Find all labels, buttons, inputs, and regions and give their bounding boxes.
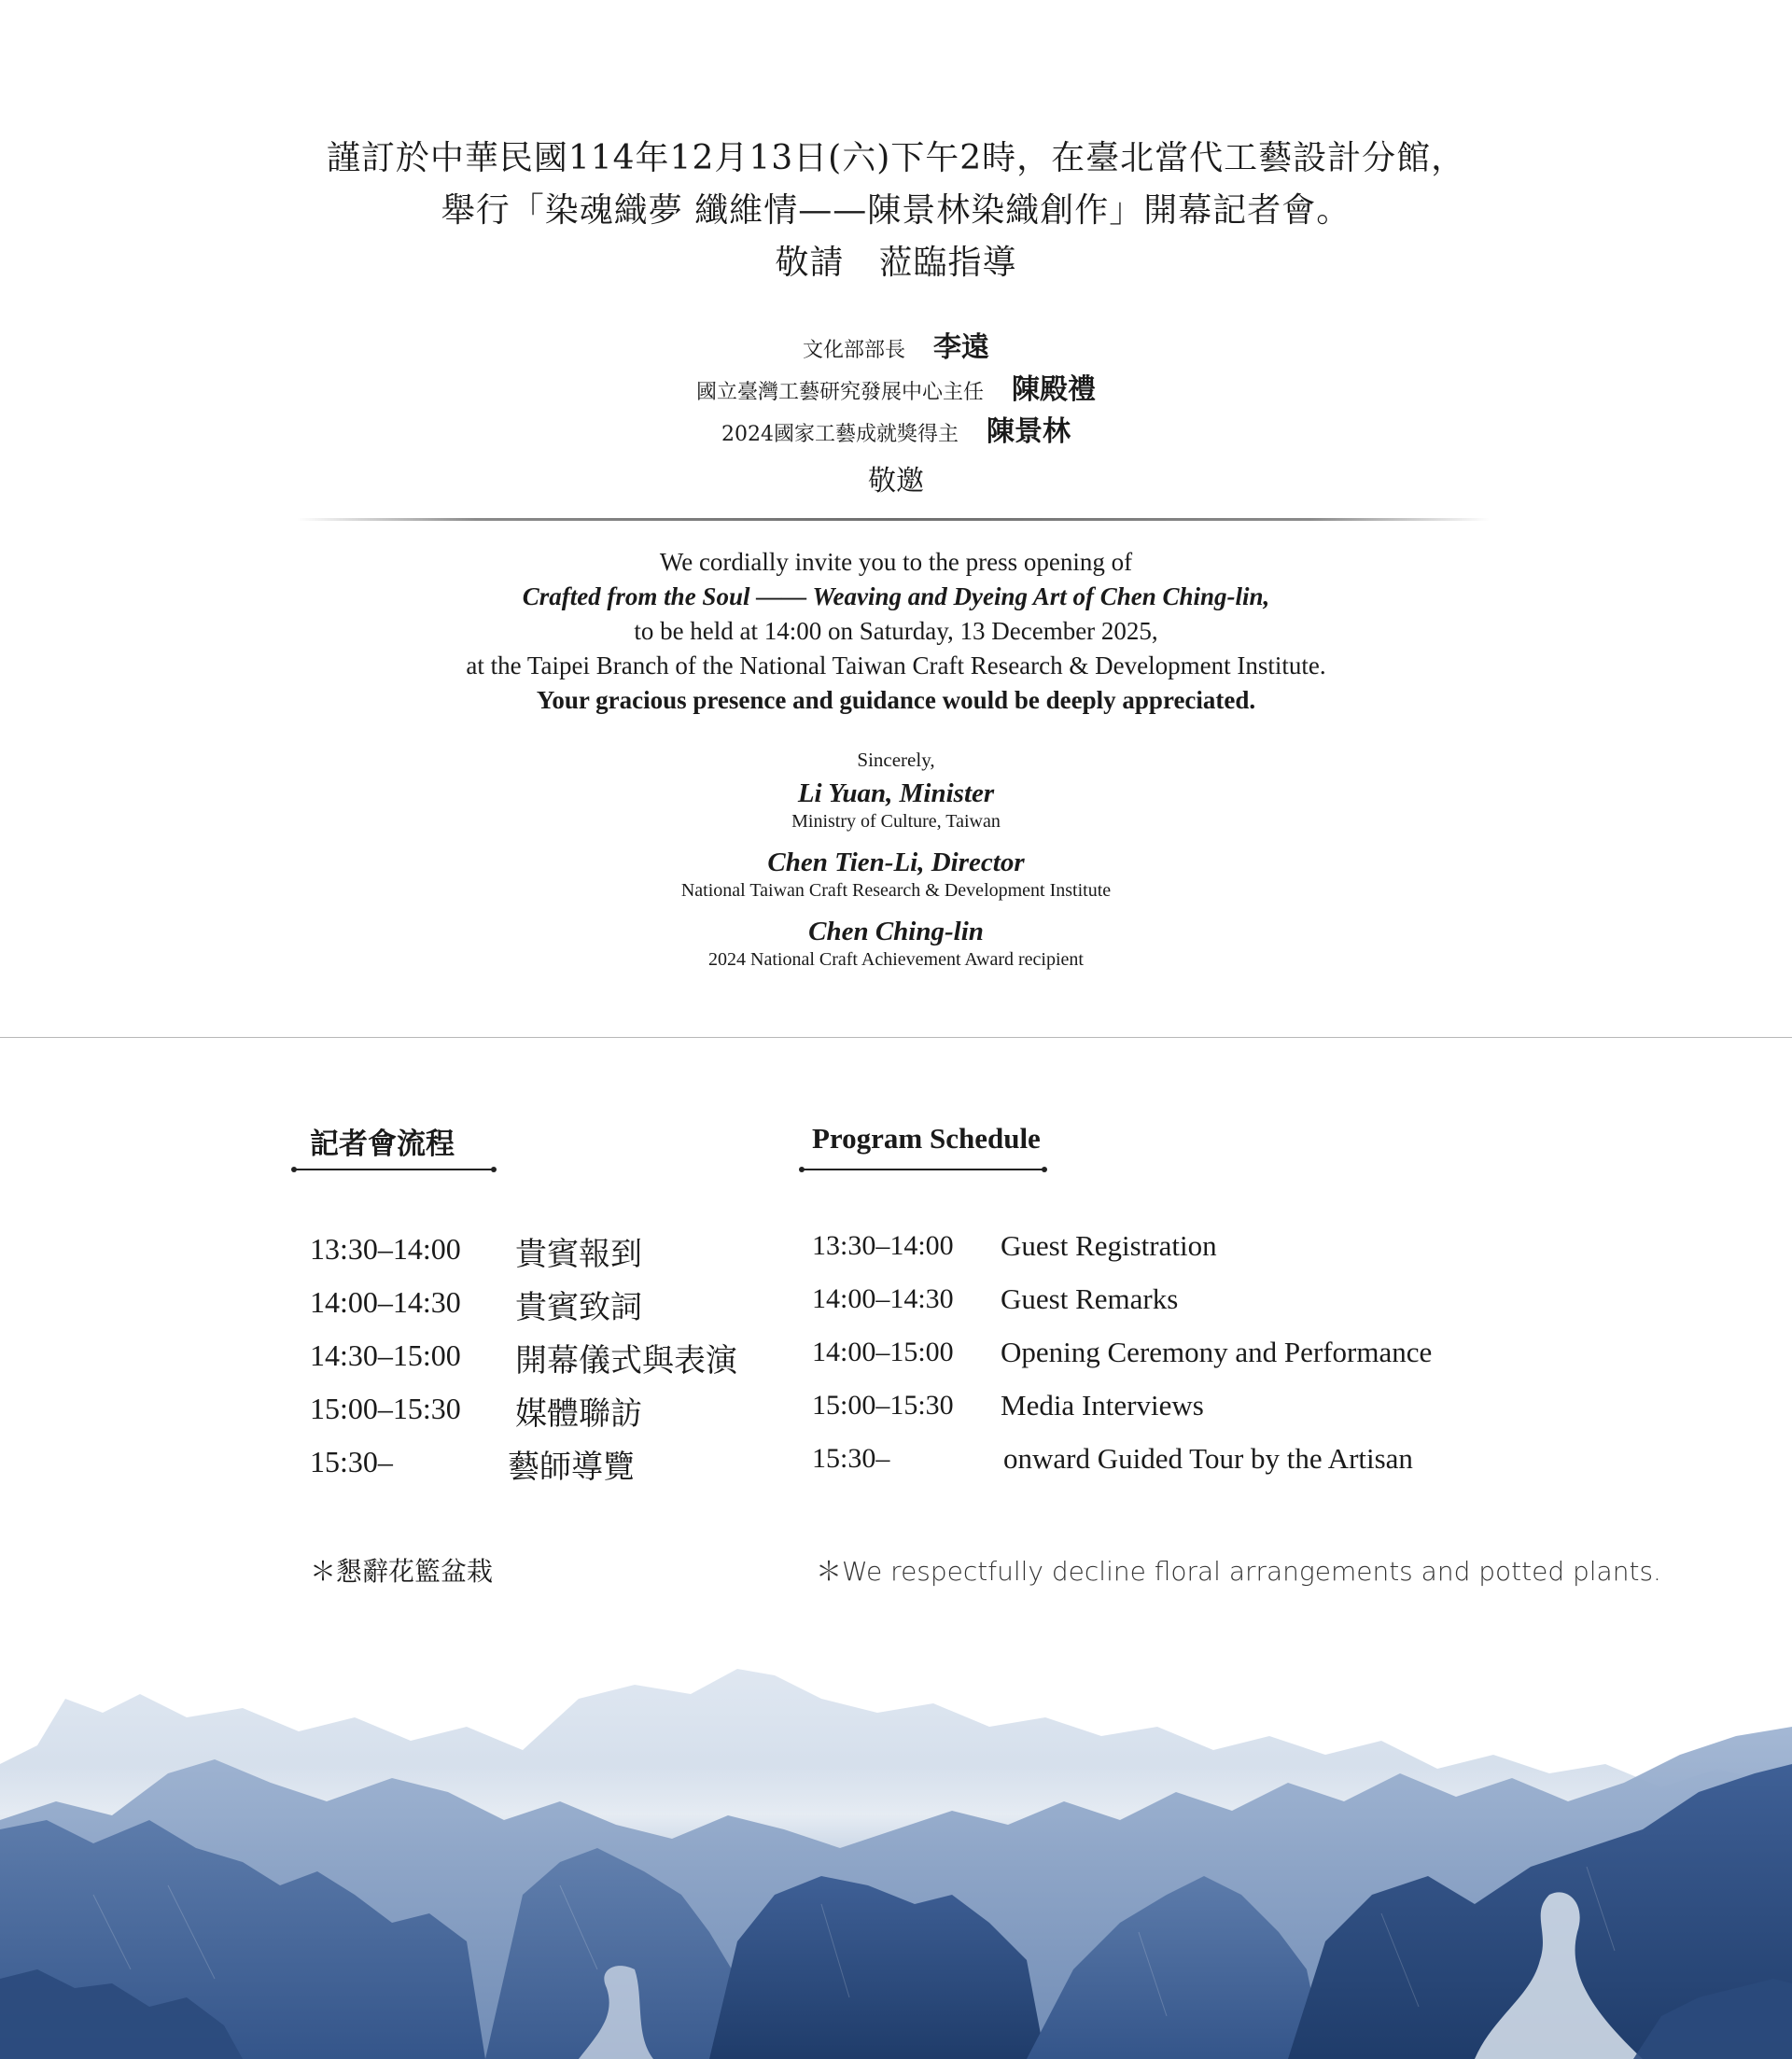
en-signer-name: Li Yuan, Minister	[797, 778, 995, 808]
zh-invitation	[0, 133, 1792, 289]
en-signer-org: National Taiwan Craft Research & Development Institute	[680, 880, 1112, 901]
zh-invitation-line-3: 敬請 蒞臨指導	[775, 244, 1017, 282]
en-item: Guest Remarks	[1001, 1282, 1179, 1315]
en-item: Guest Registration	[1001, 1229, 1217, 1262]
zh-item: 藝師導覽	[508, 1449, 635, 1486]
en-item: onward Guided Tour by the Artisan	[1003, 1442, 1413, 1475]
en-signer-name: Chen Tien-Li, Director	[767, 847, 1025, 877]
en-signatures	[0, 744, 1792, 972]
mountain-landscape-image	[0, 1661, 1792, 2059]
zh-item: 開幕儀式與表演	[515, 1342, 737, 1380]
en-signer-name: Chen Ching-lin	[808, 917, 984, 946]
en-time: 13:30–14:00	[812, 1230, 954, 1261]
en-time: 14:00–15:00	[812, 1337, 954, 1367]
en-invitation-line-5: Your gracious presence and guidance would be deeply appreciated.	[536, 686, 1256, 714]
zh-host-title: 2024國家工藝成就獎得主	[721, 423, 959, 446]
section-divider	[0, 1037, 1792, 1038]
en-heading-underline	[801, 1169, 1045, 1170]
underline-dot	[291, 1167, 297, 1172]
zh-hosts	[0, 329, 1792, 455]
zh-item: 媒體聯訪	[515, 1395, 642, 1433]
zh-time: 15:30–	[310, 1445, 393, 1478]
zh-host-row	[0, 329, 1792, 371]
zh-host-row	[0, 413, 1792, 455]
divider	[297, 518, 1490, 521]
zh-time: 14:00–14:30	[310, 1285, 461, 1319]
en-sign-intro: Sincerely,	[857, 749, 935, 771]
en-item: Opening Ceremony and Performance	[1001, 1336, 1433, 1368]
en-invitation-line-4: at the Taipei Branch of the National Taiwan Craft Research & Development Institute.	[466, 651, 1326, 679]
en-time: 15:30–	[812, 1443, 890, 1474]
zh-item: 貴賓致詞	[515, 1289, 642, 1326]
underline-dot	[491, 1167, 497, 1172]
underline-dot	[799, 1167, 805, 1172]
zh-note: ＊懇辭花籃盆栽	[310, 1556, 494, 1587]
zh-item: 貴賓報到	[515, 1236, 642, 1273]
en-signer-org: Ministry of Culture, Taiwan	[791, 811, 1001, 832]
en-time: 14:00–14:30	[812, 1283, 954, 1314]
en-note: ＊We respectfully decline floral arrangements and potted plants.	[816, 1556, 1661, 1587]
zh-respect: 敬邀	[868, 465, 924, 497]
en-invitation-line-1: We cordially invite you to the press opening of	[659, 548, 1133, 576]
zh-time: 13:30–14:00	[310, 1232, 461, 1266]
en-schedule-heading: Program Schedule	[812, 1122, 1041, 1155]
en-invitation-line-3: to be held at 14:00 on Saturday, 13 December 2025,	[634, 617, 1158, 645]
zh-host-name: 陳景林	[987, 415, 1071, 448]
en-signer-org: 2024 National Craft Achievement Award recipient	[708, 949, 1084, 970]
zh-invitation-line-2: 舉行「染魂織夢 纖維情——陳景林染織創作」開幕記者會。	[441, 191, 1351, 230]
zh-host-title: 國立臺灣工藝研究發展中心主任	[695, 381, 984, 404]
en-time: 15:00–15:30	[812, 1390, 954, 1421]
en-item: Media Interviews	[1001, 1389, 1204, 1422]
zh-invitation-line-1: 謹訂於中華民國114年12月13日(六)下午2時，在臺北當代工藝設計分館，	[326, 139, 1466, 177]
zh-schedule-heading: 記者會流程	[310, 1128, 455, 1161]
zh-host-title: 文化部部長	[802, 339, 905, 362]
zh-host-name: 陳殿禮	[1012, 373, 1096, 406]
zh-time: 15:00–15:30	[310, 1392, 461, 1425]
zh-host-name: 李遠	[933, 331, 989, 364]
en-exhibition-title: Crafted from the Soul —— Weaving and Dyeing Art of Chen Ching-lin,	[522, 582, 1270, 610]
zh-host-row	[0, 371, 1792, 413]
zh-time: 14:30–15:00	[310, 1338, 461, 1372]
en-invitation	[0, 545, 1792, 718]
zh-heading-underline	[293, 1169, 495, 1170]
underline-dot	[1042, 1167, 1047, 1172]
